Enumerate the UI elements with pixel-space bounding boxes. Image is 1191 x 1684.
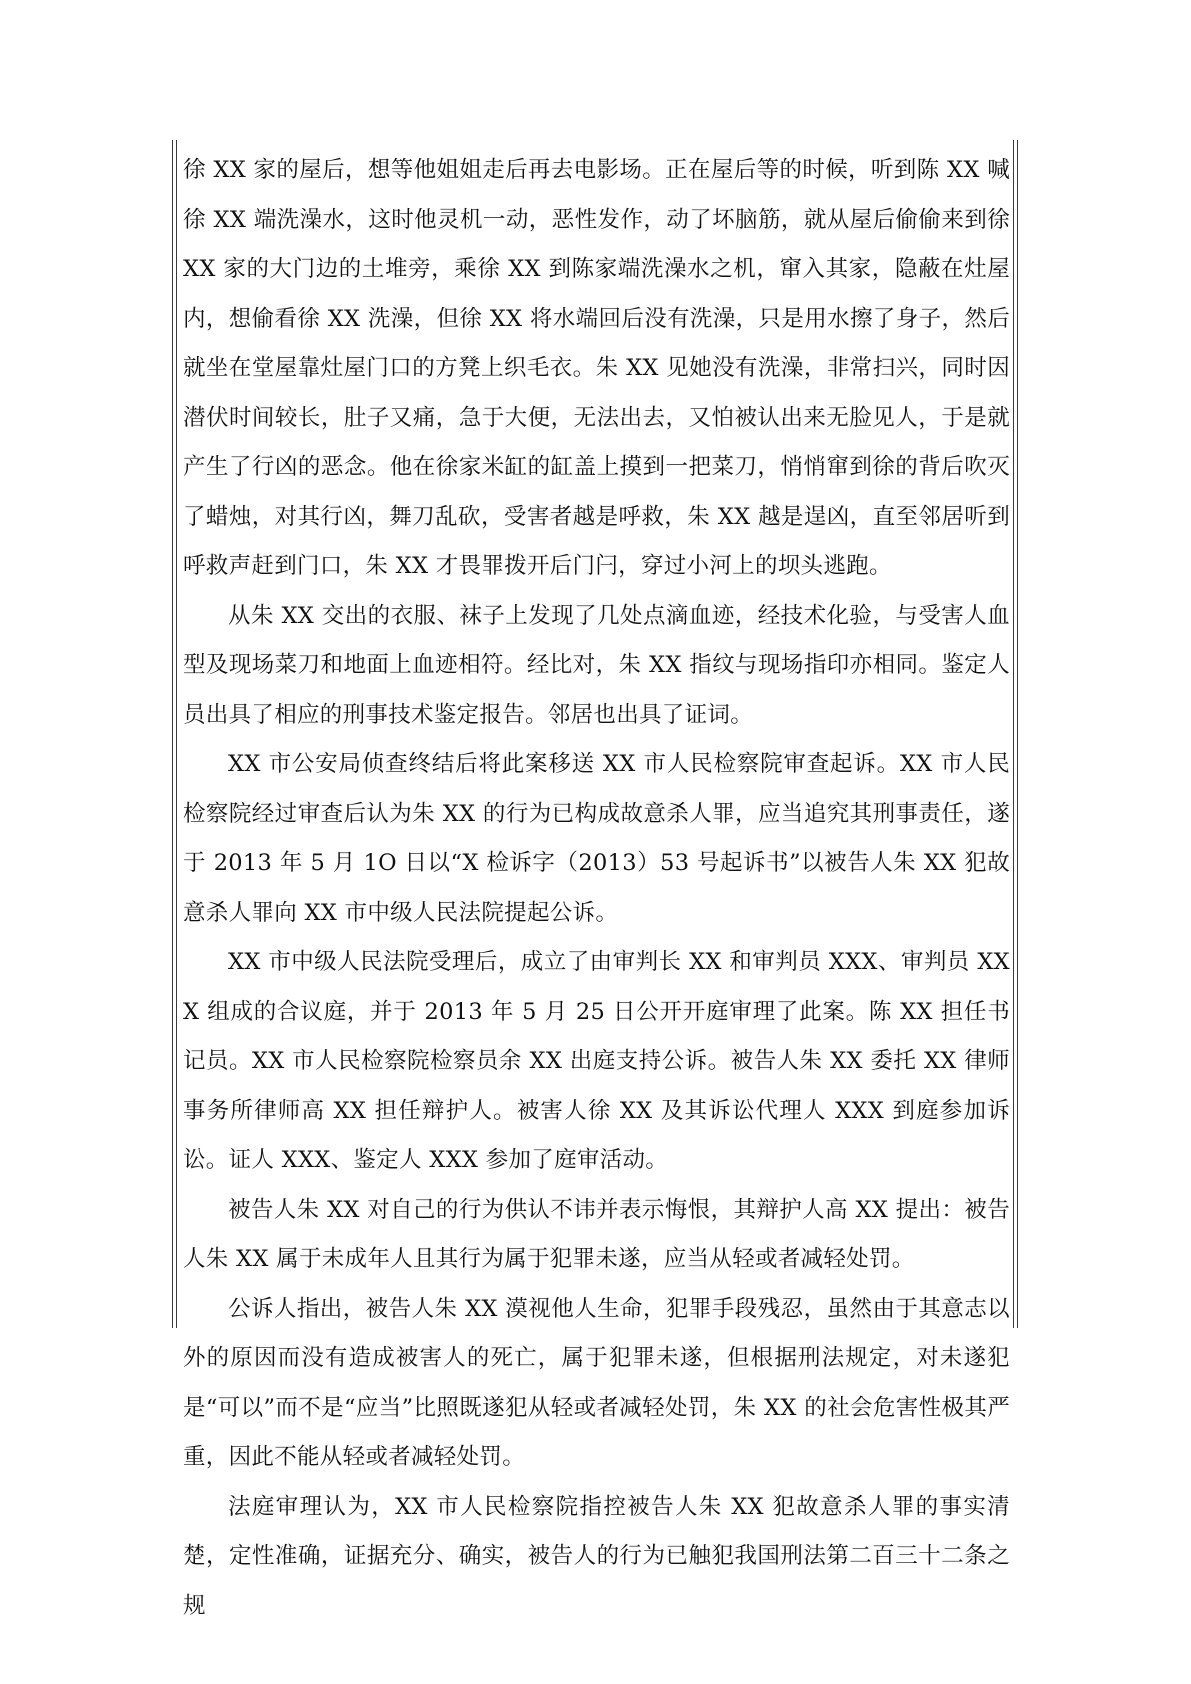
paragraph-prosecutor-argument: 公诉人指出，被告人朱 XX 漠视他人生命，犯罪手段残忍，虽然由于其意志以外的原因而没有造成被害人的死亡，属于犯罪未遂，但根据刑法规定，对未遂犯是“可以”而不是“应当”比照既遂犯从轻或者减轻处罚，朱 XX 的社会危害性极其严重，因此不能从轻或者减轻处罚。: [183, 1295, 1010, 1470]
paragraph-crime-narrative: 徐 XX 家的屋后，想等他姐姐走后再去电影场。正在屋后等的时候，听到陈 XX 喊徐 XX 端洗澡水，这时他灵机一动，恶性发作，动了坏脑筋，就从屋后偷偷来到徐 XX 家的大门边的土堆旁，乘徐 XX 到陈家端洗澡水之机，窜入其家，隐蔽在灶屋内，想偷看徐 XX 洗澡，但徐 XX 将水端回后没有洗澡，只是用水擦了身子，然后就坐在堂屋靠灶屋门口的方凳上织毛衣。朱 XX 见她没有洗澡，非常扫兴，同时因潜伏时间较长，肚子又痛，急于大便，无法出去，又怕被认出来无脸见人，于是就产生了行凶的恶念。他在徐家米缸的缸盖上摸到一把菜刀，悄悄窜到徐的背后吹灭了蜡烛，对其行凶，舞刀乱砍，受害者越是呼救，朱 XX 越是逞凶，直至邻居听到呼救声赶到门口，朱 XX 才畏罪拨开后门闩，穿过小河上的坝头逃跑。: [183, 157, 1010, 579]
paragraph-evidence: 从朱 XX 交出的衣服、袜子上发现了几处点滴血迹，经技术化验，与受害人血型及现场菜刀和地面上血迹相符。经比对，朱 XX 指纹与现场指印亦相同。鉴定人员出具了相应的刑事技术鉴定报告。邻居也出具了证词。: [183, 602, 1010, 728]
body-text: [183, 146, 1010, 1631]
left-border-rule: [172, 140, 177, 1328]
paragraph-defense-statement: 被告人朱 XX 对自己的行为供认不讳并表示悔恨，其辩护人高 XX 提出：被告人朱 XX 属于未成年人且其行为属于犯罪未遂，应当从轻或者减轻处罚。: [183, 1196, 1010, 1272]
right-border-rule: [1013, 140, 1018, 1328]
paragraph-prosecution: XX 市公安局侦查终结后将此案移送 XX 市人民检察院审查起诉。XX 市人民检察院经过审查后认为朱 XX 的行为已构成故意杀人罪，应当追究其刑事责任，遂于 2013 年 5 月 1O 日以“X 检诉字（2013）53 号起诉书”以被告人朱 XX 犯故意杀人罪向 XX 市中级人民法院提起公诉。: [183, 751, 1010, 926]
paragraph-court-proceedings: XX 市中级人民法院受理后，成立了由审判长 XX 和审判员 XXX、审判员 XXX 组成的合议庭，并于 2013 年 5 月 25 日公开开庭审理了此案。陈 XX 担任书记员。XX 市人民检察院检察员余 XX 出庭支持公诉。被告人朱 XX 委托 XX 律师事务所律师高 XX 担任辩护人。被害人徐 XX 及其诉讼代理人 XXX 到庭参加诉讼。证人 XXX、鉴定人 XXX 参加了庭审活动。: [183, 949, 1010, 1173]
paragraph-court-finding: 法庭审理认为，XX 市人民检察院指控被告人朱 XX 犯故意杀人罪的事实清楚，定性准确，证据充分、确实，被告人的行为已触犯我国刑法第二百三十二条之规: [183, 1493, 1010, 1619]
